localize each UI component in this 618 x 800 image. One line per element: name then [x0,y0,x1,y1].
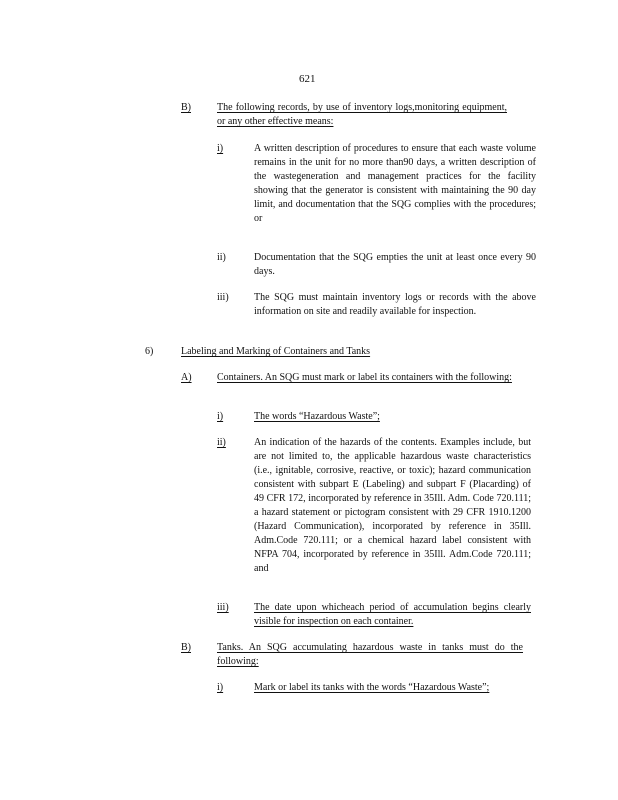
section-b-marker: B) [181,102,191,113]
item-text: Documentation that the SQG empties the unit at least once every 90 days. [254,252,536,277]
section-6-heading: Labeling and Marking of Containers and Tanks [181,346,371,357]
item-marker: ii) [217,252,226,263]
section-6b-marker: B) [181,642,191,653]
section-6a-text: Containers. An SQG must mark or label its containers with the following: [217,372,512,383]
item-text: An indication of the hazards of the contents. Examples include, but are not limited to, the applicable hazardous waste characteristics (i.e., ignitable, corrosive, reactive, or toxic); hazard communication consistent with subpart E (Labeling) and subpart F (Placarding) of 49 CFR 172, incorporated by reference in 35Ill. Adm. Code 720.111; a hazard statement or pictogram consistent with 29 CFR 1910.1200 (Hazard Communication), incorporated by reference in 35Ill. Adm.Code 720.111; or a chemical hazard label consistent with NFPA 704, incorporated by reference in 35Ill. Adm.Code 720.111; and [254,437,531,574]
section-6a-marker: A) [181,372,192,383]
item-text: Mark or label its tanks with the words “Hazardous Waste”; [254,682,490,693]
item-marker: i) [217,682,224,693]
item-text: The date upon whicheach period of accumulation begins clearly visible for inspection on each container. [254,602,531,627]
item-text: The SQG must maintain inventory logs or records with the above information on site and readily available for inspection. [254,292,536,317]
section-6-marker: 6) [145,346,154,357]
item-marker: iii) [217,292,229,303]
item-marker: i) [217,411,224,422]
item-marker: ii) [217,437,226,448]
item-text: The words “Hazardous Waste”; [254,411,380,422]
section-b-text: The following records, by use of inventory logs,monitoring equipment, or any other effective means: [217,102,507,127]
item-text: A written description of procedures to ensure that each waste volume remains in the unit for no more than90 days, a written description of the wastegeneration and management practices for the facility showing that the generator is consistent with maintaining the 90 day limit, and documentation that the SQG complies with the procedures; or [254,143,536,224]
item-marker: iii) [217,602,229,613]
section-6b-text: Tanks. An SQG accumulating hazardous waste in tanks must do the following: [217,642,523,667]
item-marker: i) [217,143,224,154]
page-number: 621 [299,73,316,85]
